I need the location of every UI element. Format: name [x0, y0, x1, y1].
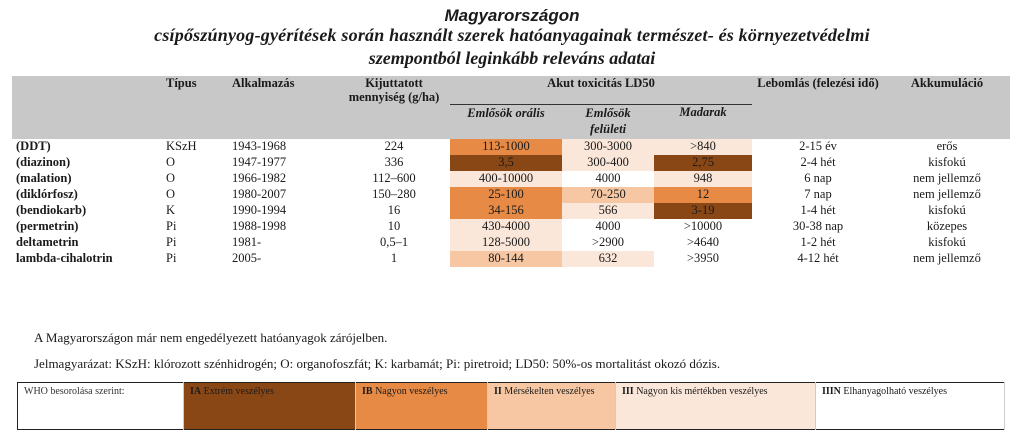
row-amount: 0,5–1 [379, 234, 409, 249]
row-type: KSzH [166, 138, 197, 153]
row-name: lambda-cihalotrin [16, 250, 113, 265]
row-dermal: 632 [562, 251, 654, 267]
header-emlosok-oralis: Emlősök orális [450, 104, 562, 139]
row-birds: >10000 [654, 219, 752, 235]
table-row [12, 139, 1010, 155]
row-dermal: 566 [562, 203, 654, 219]
row-period: 2005- [232, 250, 262, 265]
row-type: O [166, 186, 176, 201]
legend-iii: III Nagyon kis mértékben veszélyes [616, 383, 816, 430]
title-line-2: csípőszúnyog-gyérítések során használt szerek hatóanyagainak természet- és környezetvédelmi [154, 25, 870, 45]
row-amount: 1 [390, 250, 398, 265]
data-table [12, 76, 1010, 267]
header-kijuttatott: Kijuttatott mennyiség (g/ha) [338, 76, 450, 104]
table-row [12, 203, 1010, 219]
row-oral: 3,5 [450, 155, 562, 171]
row-amount: 10 [387, 218, 401, 233]
row-accum: kisfokú [928, 202, 966, 217]
header-emlosok-feluleti: Emlősök felületi [562, 104, 654, 139]
row-dermal: 70-250 [562, 187, 654, 203]
row-half-life: 1-2 hét [800, 234, 836, 249]
row-dermal: 300-3000 [562, 139, 654, 155]
row-accum: nem jellemző [913, 186, 981, 201]
table-row [12, 171, 1010, 187]
legend-ia: IA Extrém veszélyes [184, 383, 356, 430]
row-oral: 80-144 [450, 251, 562, 267]
row-oral: 25-100 [450, 187, 562, 203]
row-type: Pi [166, 250, 177, 265]
row-name: (DDT) [16, 138, 51, 153]
header-lebomlas: Lebomlás (felezési idő) [752, 76, 884, 104]
legend-iiin: IIIN Elhanyagolható veszélyes [816, 383, 1005, 430]
row-amount: 16 [387, 202, 401, 217]
header-alkalmazas: Alkalmazás [228, 76, 338, 104]
row-half-life: 1-4 hét [800, 202, 836, 217]
row-period: 1966-1982 [232, 170, 287, 185]
row-birds: >3950 [654, 251, 752, 267]
row-dermal: 300-400 [562, 155, 654, 171]
row-type: Pi [166, 218, 177, 233]
row-oral: 34-156 [450, 203, 562, 219]
note-legend-abbrev: Jelmagyarázat: KSzH: klórozott szénhidrogén; O: organofoszfát; K: karbamát; Pi: piretroid; LD50: 50%-os mortalitást okozó dózis. [34, 356, 721, 371]
row-half-life: 2-15 év [799, 138, 837, 153]
row-dermal: 4000 [562, 171, 654, 187]
header-madarak: Madarak [654, 104, 752, 139]
row-period: 1947-1977 [232, 154, 287, 169]
table-row [12, 219, 1010, 235]
title-line-1: Magyarországon [444, 6, 580, 25]
note-not-permitted: A Magyarországon már nem engedélyezett hatóanyagok zárójelben. [34, 330, 388, 345]
row-period: 1981- [232, 234, 262, 249]
row-type: O [166, 154, 176, 169]
row-period: 1988-1998 [232, 218, 287, 233]
row-accum: nem jellemző [913, 250, 981, 265]
row-type: O [166, 170, 176, 185]
row-amount: 150–280 [372, 186, 416, 201]
table-row [12, 235, 1010, 251]
legend-ii: II Mérsékelten veszélyes [488, 383, 616, 430]
row-half-life: 2-4 hét [800, 154, 836, 169]
table-row [12, 251, 1010, 267]
row-accum: közepes [926, 218, 968, 233]
who-legend [17, 382, 1005, 430]
row-name: (bendiokarb) [16, 202, 87, 217]
row-amount: 112–600 [372, 170, 416, 185]
row-half-life: 30-38 nap [792, 218, 844, 233]
row-period: 1943-1968 [232, 138, 287, 153]
row-oral: 128-5000 [450, 235, 562, 251]
row-period: 1990-1994 [232, 202, 287, 217]
row-birds: >840 [654, 139, 752, 155]
row-accum: nem jellemző [913, 170, 981, 185]
row-birds: 3-19 [654, 203, 752, 219]
header-akkumulacio: Akkumuláció [884, 76, 1010, 104]
legend-label: WHO besorolása szerint: [18, 383, 184, 430]
row-oral: 113-1000 [450, 139, 562, 155]
row-dermal: 4000 [562, 219, 654, 235]
legend-ib: IB Nagyon veszélyes [356, 383, 488, 430]
header-row-2 [12, 104, 1010, 139]
row-name: (malation) [16, 170, 72, 185]
row-half-life: 4-12 hét [797, 250, 839, 265]
row-accum: kisfokú [928, 154, 966, 169]
row-birds: 12 [654, 187, 752, 203]
row-birds: >4640 [654, 235, 752, 251]
row-type: Pi [166, 234, 177, 249]
row-dermal: >2900 [562, 235, 654, 251]
row-accum: erős [936, 138, 958, 153]
header-akut: Akut toxicitás LD50 [450, 76, 752, 104]
row-birds: 948 [654, 171, 752, 187]
header-tipus: Típus [162, 76, 228, 104]
table-row [12, 155, 1010, 171]
row-amount: 336 [384, 154, 404, 169]
row-oral: 430-4000 [450, 219, 562, 235]
row-name: (diklórfosz) [16, 186, 78, 201]
row-period: 1980-2007 [232, 186, 287, 201]
row-half-life: 6 nap [804, 170, 832, 185]
row-amount: 224 [384, 138, 404, 153]
table-row [12, 187, 1010, 203]
row-name: (diazinon) [16, 154, 71, 169]
row-half-life: 7 nap [804, 186, 832, 201]
row-birds: 2,75 [654, 155, 752, 171]
row-oral: 400-10000 [450, 171, 562, 187]
header-row-1 [12, 76, 1010, 104]
title-line-3: szempontból leginkább releváns adatai [368, 48, 656, 68]
row-type: K [166, 202, 176, 217]
row-name: (permetrin) [16, 218, 79, 233]
row-accum: kisfokú [928, 234, 966, 249]
row-name: deltametrin [16, 234, 79, 249]
